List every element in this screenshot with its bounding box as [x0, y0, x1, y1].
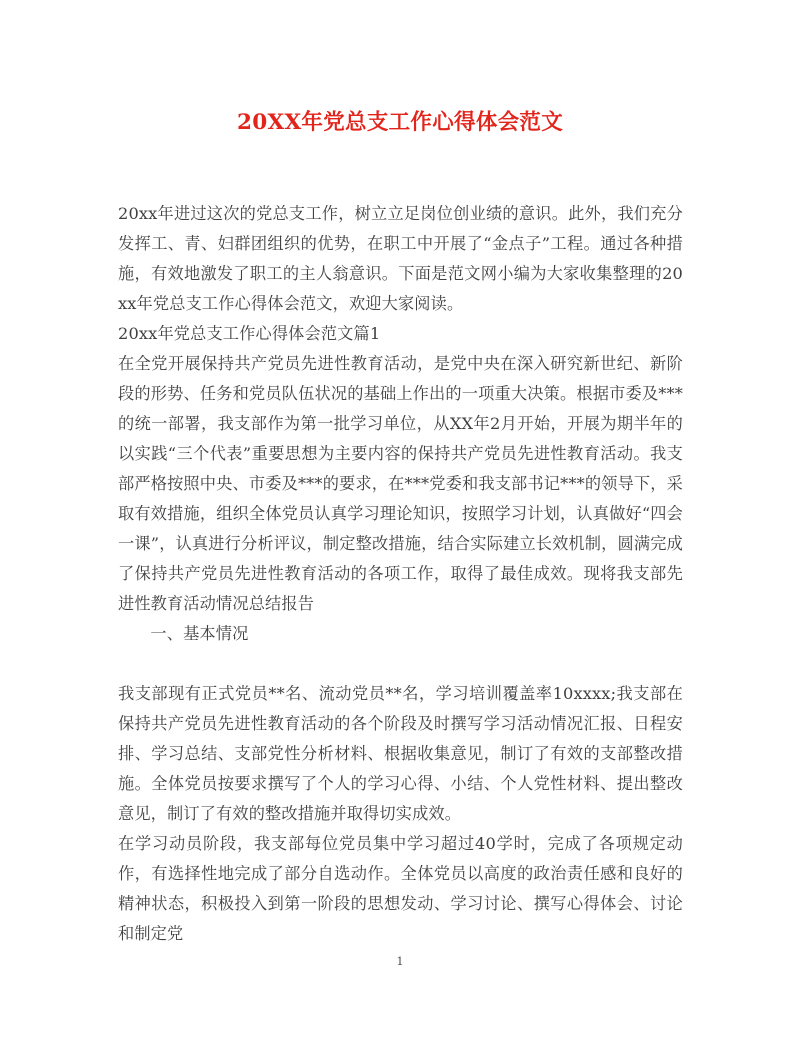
paragraph-subheading-1: 一、基本情况 [150, 624, 249, 643]
page-number: 1 [396, 955, 404, 968]
paragraph-intro: 20xx年进过这次的党总支工作，树立立足岗位创业绩的意识。此外，我们充分发挥工、青、妇群团组织的优势，在职工中开展了“金点子”工程。通过各种措施，有效地激发了职工的主人翁意识。下面是范文网小编为大家收集整理的20xx年党总支工作心得体会范文，欢迎大家阅读。 [118, 204, 683, 313]
paragraph-body-1: 在全党开展保持共产党员先进性教育活动，是党中央在深入研究新世纪、新阶段的形势、任务和党员队伍状况的基础上作出的一项重大决策。根据市委及***的统一部署，我支部作为第一批学习单位，从XX年2月开始，开展为期半年的以实践“三个代表”重要思想为主要内容的保持共产党员先进性教育活动。我支部严格按照中央、市委及***的要求，在***党委和我支部书记***的领导下，采取有效措施，组织全体党员认真学习理论知识，按照学习计划，认真做好“四会一课”，认真进行分析评议，制定整改措施，结合实际建立长效机制，圆满完成了保持共产党员先进性教育活动的各项工作，取得了最佳成效。现将我支部先进性教育活动情况总结报告 [118, 354, 683, 613]
paragraph-section-heading: 20xx年党总支工作心得体会范文篇1 [118, 324, 381, 343]
document-title: 20XX年党总支工作心得体会范文 [236, 110, 564, 135]
paragraph-spacer [118, 649, 683, 679]
document-body [118, 199, 683, 949]
paragraph-body-3: 在学习动员阶段，我支部每位党员集中学习超过40学时，完成了各项规定动作，有选择性地完成了部分自选动作。全体党员以高度的政治责任感和良好的精神状态，积极投入到第一阶段的思想发动、学习讨论、撰写心得体会、讨论和制定党 [118, 834, 683, 943]
paragraph-body-2: 我支部现有正式党员**名、流动党员**名，学习培训覆盖率10xxxx;我支部在保持共产党员先进性教育活动的各个阶段及时撰写学习活动情况汇报、日程安排、学习总结、支部党性分析材料、根据收集意见，制订了有效的支部整改措施。全体党员按要求撰写了个人的学习心得、小结、个人党性材料、提出整改意见，制订了有效的整改措施并取得切实成效。 [118, 684, 683, 823]
